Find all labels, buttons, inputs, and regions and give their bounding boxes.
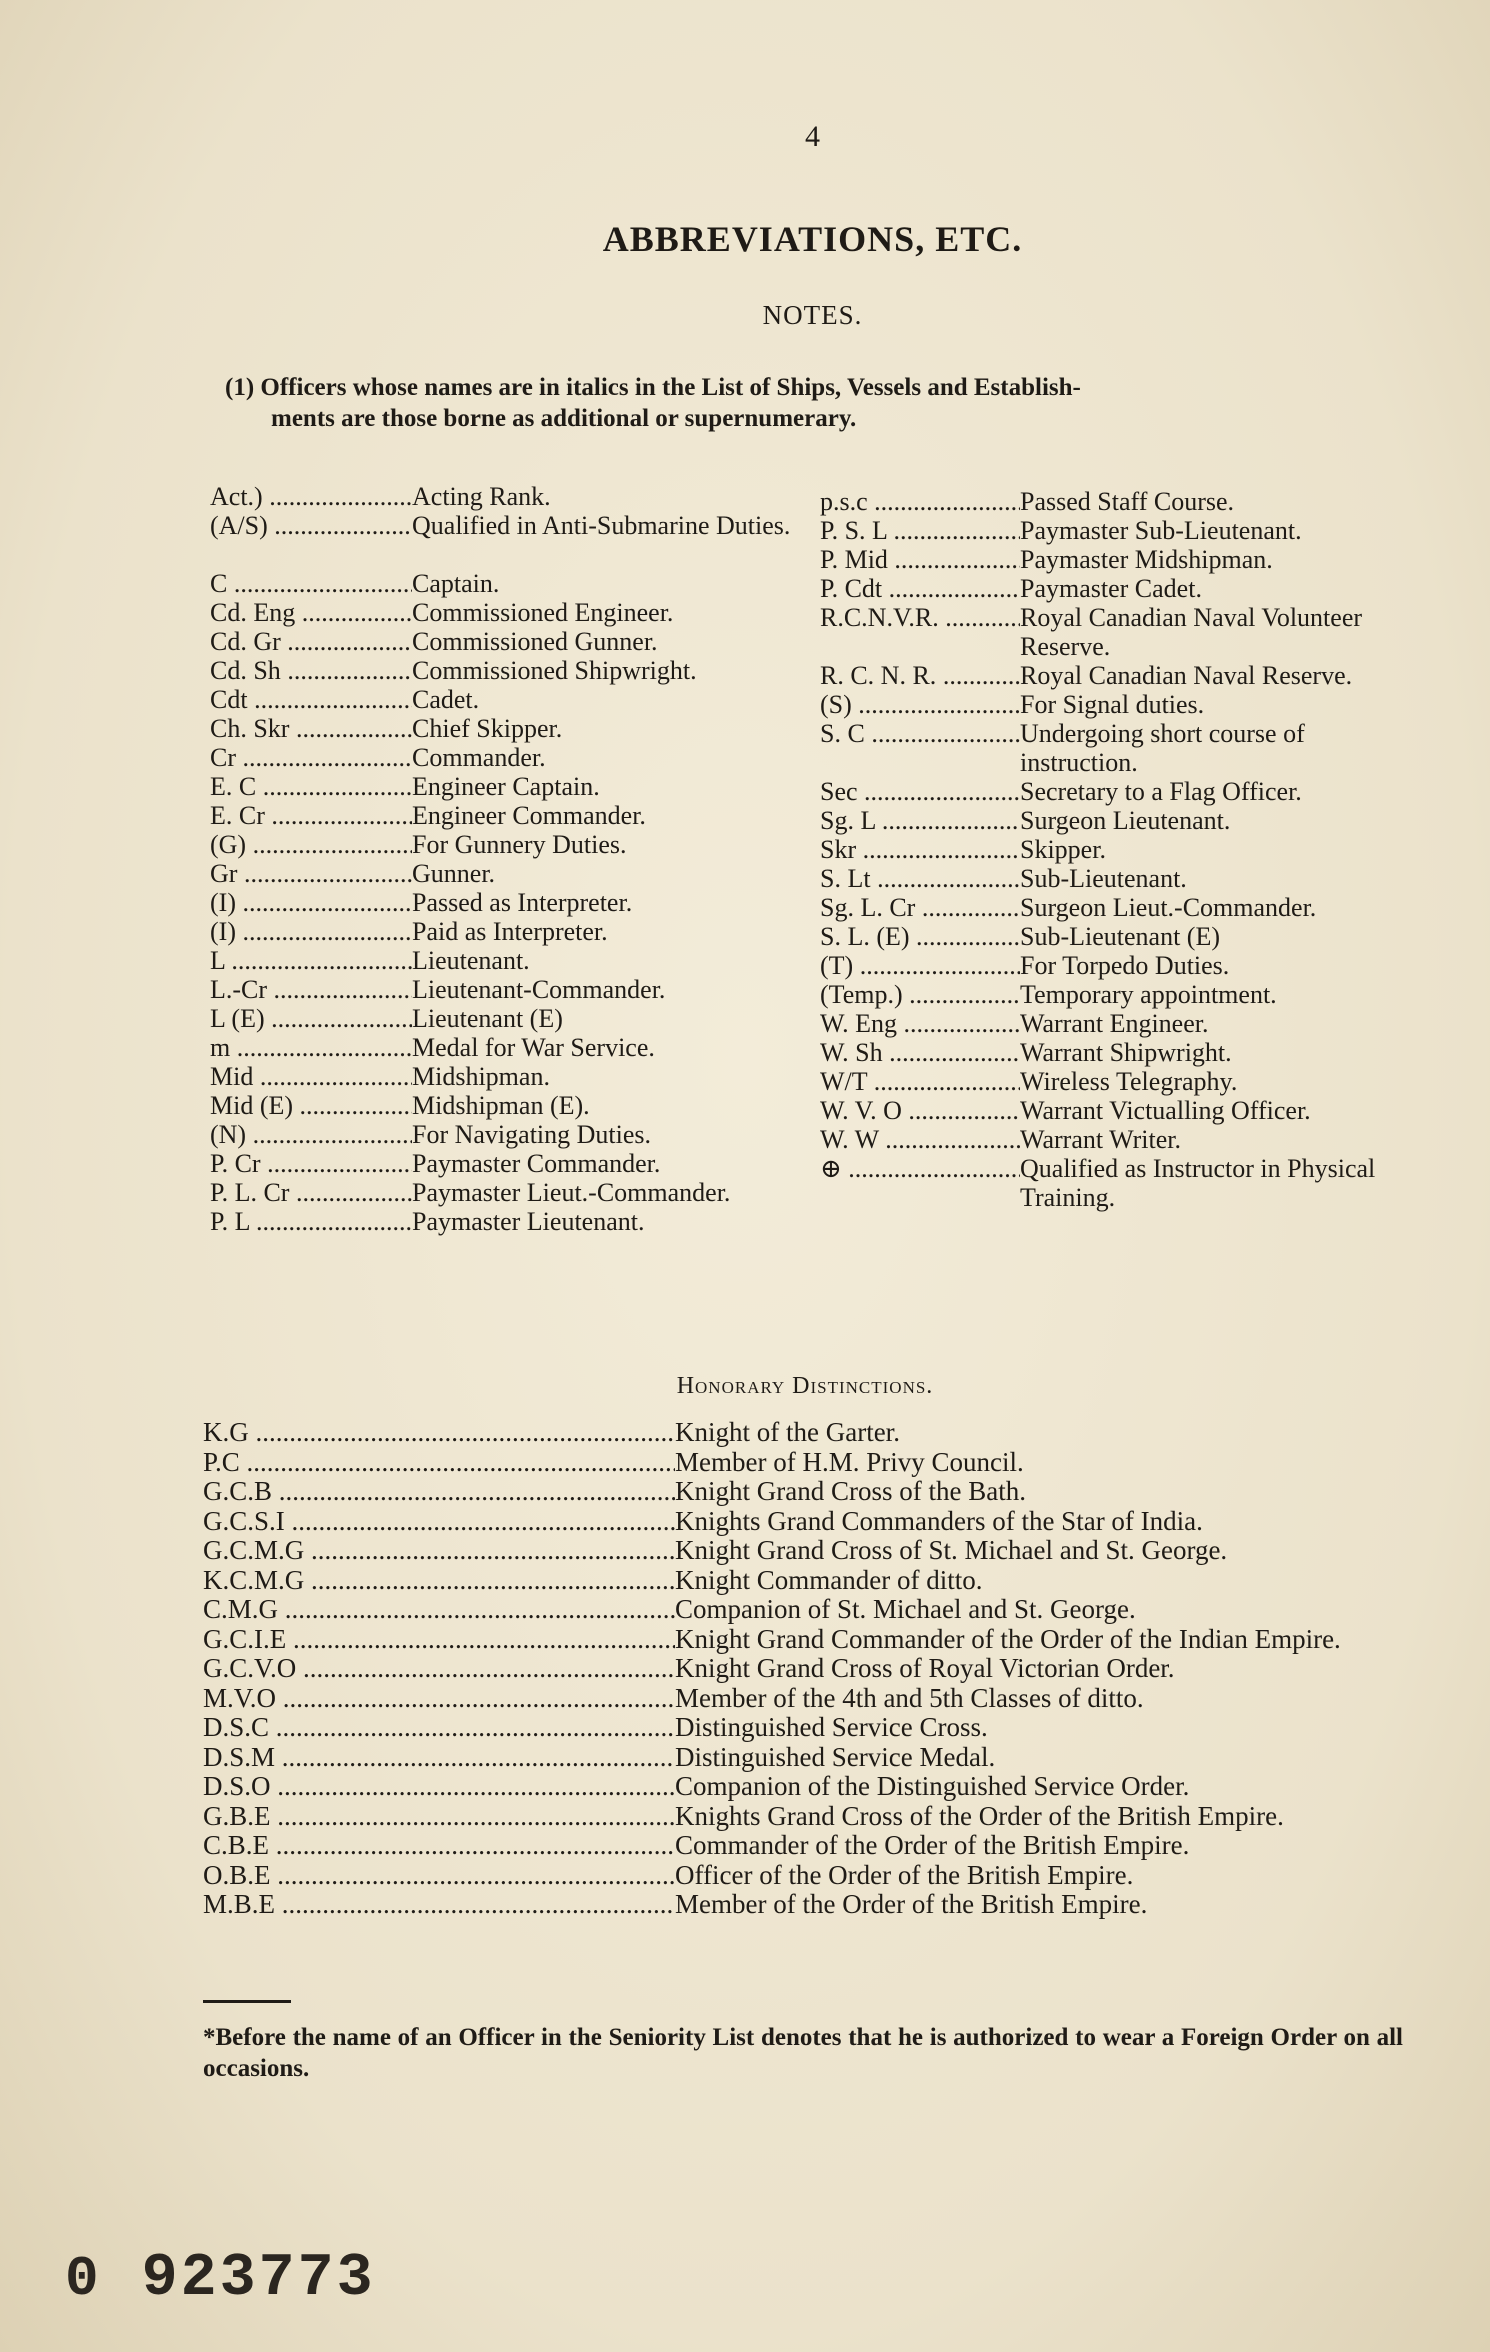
abbreviation-entry bbox=[210, 627, 830, 656]
abbreviation-entry bbox=[820, 777, 1410, 806]
abbreviation-entry bbox=[820, 603, 1410, 661]
abbreviation-term: Sec ..... bbox=[820, 777, 1020, 806]
abbreviation-meaning: Paid as Interpreter. bbox=[412, 917, 608, 946]
abbreviation-entry bbox=[203, 1418, 1413, 1448]
abbreviation-meaning: Midshipman. bbox=[412, 1062, 550, 1091]
note-1 bbox=[225, 372, 1405, 434]
abbreviation-meaning: Surgeon Lieut.-Commander. bbox=[1020, 893, 1317, 922]
note-1-line-2: ments are those borne as additional or supernumerary. bbox=[271, 405, 857, 432]
abbreviation-meaning: Knight Grand Commander of the Order of the Indian Empire. bbox=[675, 1623, 1341, 1654]
abbreviation-term: P.C ..... bbox=[203, 1448, 675, 1478]
abbreviation-entry bbox=[210, 1149, 830, 1178]
abbreviation-meaning: Companion of the Distinguished Service Order. bbox=[675, 1771, 1190, 1801]
abbreviation-entry bbox=[820, 864, 1410, 893]
page-title: ABBREVIATIONS, ETC. bbox=[602, 219, 1023, 259]
abbreviation-term: K.C.M.G ..... bbox=[203, 1566, 675, 1596]
abbreviation-entry bbox=[820, 806, 1410, 835]
abbreviation-term: (A/S) ..... bbox=[210, 511, 412, 540]
abbreviation-entry bbox=[820, 516, 1410, 545]
abbreviation-entry bbox=[820, 1038, 1410, 1067]
abbreviation-meaning: Knight Commander of ditto. bbox=[675, 1564, 983, 1595]
abbreviation-term: Cr ..... bbox=[210, 743, 412, 772]
abbreviation-term: ⊕ ..... bbox=[820, 1154, 1020, 1212]
abbreviation-entry bbox=[820, 922, 1410, 951]
abbreviation-term: Cd. Sh ..... bbox=[210, 656, 412, 685]
abbreviation-meaning: Paymaster Sub-Lieutenant. bbox=[1020, 516, 1302, 545]
abbreviation-meaning: Passed as Interpreter. bbox=[412, 888, 633, 917]
abbreviation-entry bbox=[210, 917, 830, 946]
abbreviation-term: (S) ..... bbox=[820, 690, 1020, 719]
abbreviation-meaning: Knight Grand Cross of Royal Victorian Order. bbox=[675, 1653, 1175, 1683]
abbreviation-term: Skr ..... bbox=[820, 835, 1020, 864]
abbreviation-entry bbox=[203, 1625, 1413, 1655]
abbreviation-meaning: Paymaster Lieut.-Commander. bbox=[412, 1178, 731, 1207]
abbreviation-term: W. Sh ..... bbox=[820, 1038, 1020, 1067]
abbreviation-term: E. Cr ..... bbox=[210, 801, 412, 830]
abbreviation-entry bbox=[210, 1120, 830, 1149]
abbreviation-meaning: Royal Canadian Naval Volunteer Reserve. bbox=[1020, 603, 1363, 661]
abbreviation-term: L.-Cr ..... bbox=[210, 975, 412, 1004]
abbreviation-entry bbox=[820, 1067, 1410, 1096]
abbreviation-term: W. W ..... bbox=[820, 1125, 1020, 1154]
abbreviation-meaning: For Signal duties. bbox=[1020, 690, 1205, 719]
abbreviation-meaning: Acting Rank. bbox=[412, 482, 551, 511]
abbreviation-entry bbox=[210, 598, 830, 627]
abbreviation-entry bbox=[820, 719, 1410, 777]
abbreviation-term: L (E) ..... bbox=[210, 1004, 412, 1033]
abbreviation-meaning: For Navigating Duties. bbox=[412, 1120, 652, 1149]
abbreviation-entry bbox=[210, 656, 830, 685]
abbreviation-meaning: Commissioned Shipwright. bbox=[412, 656, 697, 685]
abbreviation-term: (N) ..... bbox=[210, 1120, 412, 1149]
abbreviation-term: M.B.E ..... bbox=[203, 1890, 675, 1920]
abbreviation-meaning: Chief Skipper. bbox=[412, 714, 563, 743]
abbreviation-meaning: For Torpedo Duties. bbox=[1020, 951, 1230, 980]
abbreviation-entry bbox=[820, 574, 1410, 603]
abbreviation-entry bbox=[210, 1178, 830, 1207]
abbreviation-entry bbox=[210, 1033, 830, 1062]
serial-number: 923773 bbox=[141, 2245, 376, 2313]
note-1-line-1: (1) Officers whose names are in italics in the List of Ships, Vessels and Establish- bbox=[225, 374, 1081, 401]
abbreviation-term: Sg. L. Cr ..... bbox=[820, 893, 1020, 922]
abbreviation-term: (I) ..... bbox=[210, 888, 412, 917]
abbreviation-term: O.B.E ..... bbox=[203, 1861, 675, 1891]
abbreviation-meaning: Lieutenant. bbox=[412, 946, 530, 975]
abbreviation-term: W. Eng ..... bbox=[820, 1009, 1020, 1038]
abbreviations-left-column bbox=[210, 482, 830, 1236]
abbreviation-meaning: Member of the Order of the British Empire. bbox=[675, 1889, 1148, 1919]
honorary-distinctions-heading: Honorary Distinctions. bbox=[676, 1373, 934, 1399]
abbreviation-entry bbox=[820, 980, 1410, 1009]
abbreviation-entry bbox=[203, 1772, 1413, 1802]
abbreviation-term: P. Cr ..... bbox=[210, 1149, 412, 1178]
abbreviation-term: Cdt ..... bbox=[210, 685, 412, 714]
abbreviation-entry bbox=[210, 859, 830, 888]
footnote: *Before the name of an Officer in the Seniority List denotes that he is authorized to wear a Foreign Order on all occasions. bbox=[203, 2024, 1403, 2082]
abbreviations-right-column bbox=[820, 487, 1410, 1212]
abbreviation-term: (Temp.) ..... bbox=[820, 980, 1020, 1009]
abbreviation-term: G.C.I.E ..... bbox=[203, 1625, 675, 1655]
abbreviation-term: m ..... bbox=[210, 1033, 412, 1062]
abbreviation-term: Mid (E) ..... bbox=[210, 1091, 412, 1120]
abbreviation-entry bbox=[203, 1595, 1413, 1625]
abbreviation-entry bbox=[203, 1743, 1413, 1773]
abbreviation-entry bbox=[820, 1154, 1410, 1212]
abbreviation-entry bbox=[203, 1713, 1413, 1743]
abbreviation-meaning: Qualified in Anti-Submarine Duties. bbox=[412, 511, 791, 540]
abbreviation-entry bbox=[203, 1566, 1413, 1596]
abbreviation-meaning: For Gunnery Duties. bbox=[412, 830, 627, 859]
abbreviation-term: Mid ..... bbox=[210, 1062, 412, 1091]
abbreviation-entry bbox=[203, 1536, 1413, 1566]
abbreviation-meaning: Sub-Lieutenant (E) bbox=[1020, 922, 1220, 951]
abbreviation-term: G.C.M.G ..... bbox=[203, 1536, 675, 1566]
abbreviation-term: Ch. Skr ..... bbox=[210, 714, 412, 743]
abbreviation-entry bbox=[210, 511, 830, 540]
abbreviation-entry bbox=[203, 1831, 1413, 1861]
abbreviation-meaning: Wireless Telegraphy. bbox=[1020, 1067, 1238, 1096]
abbreviation-meaning: Skipper. bbox=[1020, 835, 1106, 864]
abbreviation-meaning: Knights Grand Cross of the Order of the British Empire. bbox=[675, 1800, 1284, 1831]
abbreviation-term: W/T ..... bbox=[820, 1067, 1020, 1096]
abbreviation-meaning: Commander. bbox=[412, 743, 546, 772]
abbreviation-meaning: Engineer Captain. bbox=[412, 772, 600, 801]
abbreviation-meaning: Warrant Victualling Officer. bbox=[1020, 1096, 1311, 1125]
footnote-rule bbox=[203, 2000, 291, 2003]
abbreviation-term: p.s.c ..... bbox=[820, 487, 1020, 516]
abbreviation-meaning: Paymaster Lieutenant. bbox=[412, 1207, 645, 1236]
abbreviation-entry bbox=[210, 1062, 830, 1091]
abbreviation-entry bbox=[820, 690, 1410, 719]
abbreviation-meaning: Secretary to a Flag Officer. bbox=[1020, 777, 1302, 806]
abbreviation-meaning: Officer of the Order of the British Empire. bbox=[675, 1859, 1134, 1890]
abbreviation-meaning: Companion of St. Michael and St. George. bbox=[675, 1594, 1136, 1624]
abbreviation-term: S. L. (E) ..... bbox=[820, 922, 1020, 951]
abbreviation-term: Act.) ..... bbox=[210, 482, 412, 511]
abbreviation-entry bbox=[210, 975, 830, 1004]
abbreviation-meaning: Sub-Lieutenant. bbox=[1020, 864, 1187, 893]
abbreviation-entry bbox=[210, 714, 830, 743]
abbreviation-meaning: Lieutenant-Commander. bbox=[412, 975, 666, 1004]
serial-stamp bbox=[65, 2245, 376, 2313]
serial-prefix: 0 bbox=[65, 2247, 102, 2311]
abbreviation-term: K.G ..... bbox=[203, 1418, 675, 1448]
notes-heading: NOTES. bbox=[762, 300, 863, 330]
abbreviation-entry bbox=[203, 1861, 1413, 1891]
abbreviation-meaning: Midshipman (E). bbox=[412, 1091, 590, 1120]
abbreviation-meaning: Engineer Commander. bbox=[412, 801, 646, 830]
abbreviation-meaning: Knight Grand Cross of St. Michael and St. George. bbox=[675, 1535, 1228, 1565]
abbreviation-entry bbox=[820, 661, 1410, 690]
abbreviation-meaning: Qualified as Instructor in Physical Training. bbox=[1020, 1154, 1376, 1212]
abbreviation-entry bbox=[210, 569, 830, 598]
abbreviation-entry bbox=[203, 1684, 1413, 1714]
abbreviation-meaning: Cadet. bbox=[412, 685, 480, 714]
abbreviation-entry bbox=[210, 946, 830, 975]
abbreviation-meaning: Commander of the Order of the British Empire. bbox=[675, 1830, 1190, 1860]
spacer bbox=[210, 540, 830, 569]
abbreviation-entry bbox=[210, 801, 830, 830]
abbreviation-term: (I) ..... bbox=[210, 917, 412, 946]
abbreviation-term: Cd. Eng ..... bbox=[210, 598, 412, 627]
abbreviation-entry bbox=[820, 487, 1410, 516]
abbreviation-entry bbox=[820, 545, 1410, 574]
abbreviation-meaning: Knight Grand Cross of the Bath. bbox=[675, 1476, 1026, 1506]
abbreviation-meaning: Commissioned Engineer. bbox=[412, 598, 674, 627]
abbreviation-meaning: Member of H.M. Privy Council. bbox=[675, 1446, 1024, 1477]
abbreviation-term: L ..... bbox=[210, 946, 412, 975]
abbreviation-meaning: Warrant Shipwright. bbox=[1020, 1038, 1232, 1067]
abbreviation-term: P. L. Cr ..... bbox=[210, 1178, 412, 1207]
abbreviation-meaning: Temporary appointment. bbox=[1020, 980, 1277, 1009]
abbreviation-term: Cd. Gr ..... bbox=[210, 627, 412, 656]
abbreviation-term: D.S.O ..... bbox=[203, 1772, 675, 1802]
abbreviation-meaning: Paymaster Commander. bbox=[412, 1149, 661, 1178]
abbreviation-meaning: Knight of the Garter. bbox=[675, 1417, 900, 1447]
abbreviation-entry bbox=[210, 888, 830, 917]
page-number: 4 bbox=[805, 120, 820, 153]
abbreviation-term: S. Lt ..... bbox=[820, 864, 1020, 893]
abbreviation-term: (T) ..... bbox=[820, 951, 1020, 980]
abbreviation-term: S. C ..... bbox=[820, 719, 1020, 777]
abbreviation-meaning: Gunner. bbox=[412, 859, 496, 888]
abbreviation-entry bbox=[210, 1091, 830, 1120]
abbreviation-term: G.B.E ..... bbox=[203, 1802, 675, 1832]
honorary-distinctions-list bbox=[203, 1418, 1413, 1920]
abbreviation-term: R.C.N.V.R. ..... bbox=[820, 603, 1020, 661]
abbreviation-meaning: Royal Canadian Naval Reserve. bbox=[1020, 661, 1353, 690]
abbreviation-meaning: Captain. bbox=[412, 569, 500, 598]
abbreviation-meaning: Knights Grand Commanders of the Star of India. bbox=[675, 1505, 1203, 1536]
abbreviation-entry bbox=[820, 1009, 1410, 1038]
abbreviation-term: D.S.C ..... bbox=[203, 1713, 675, 1743]
abbreviation-meaning: Undergoing short course of instruction. bbox=[1020, 719, 1305, 777]
abbreviation-entry bbox=[820, 1125, 1410, 1154]
abbreviation-meaning: Distinguished Service Medal. bbox=[675, 1741, 996, 1772]
abbreviation-term: P. Cdt ..... bbox=[820, 574, 1020, 603]
abbreviation-term: G.C.S.I ..... bbox=[203, 1507, 675, 1537]
abbreviation-entry bbox=[210, 772, 830, 801]
abbreviation-term: W. V. O ..... bbox=[820, 1096, 1020, 1125]
abbreviation-entry bbox=[820, 893, 1410, 922]
abbreviation-meaning: Paymaster Cadet. bbox=[1020, 574, 1202, 603]
abbreviation-term: C.B.E ..... bbox=[203, 1831, 675, 1861]
abbreviation-meaning: Medal for War Service. bbox=[412, 1033, 655, 1062]
abbreviation-term: (G) ..... bbox=[210, 830, 412, 859]
abbreviation-entry bbox=[820, 1096, 1410, 1125]
abbreviation-entry bbox=[210, 1207, 830, 1236]
abbreviation-term: G.C.V.O ..... bbox=[203, 1654, 675, 1684]
abbreviation-entry bbox=[820, 835, 1410, 864]
abbreviation-term: M.V.O ..... bbox=[203, 1684, 675, 1714]
abbreviation-term: Gr ..... bbox=[210, 859, 412, 888]
abbreviation-term: D.S.M ..... bbox=[203, 1743, 675, 1773]
abbreviation-entry bbox=[203, 1477, 1413, 1507]
abbreviation-entry bbox=[203, 1890, 1413, 1920]
abbreviation-meaning: Warrant Engineer. bbox=[1020, 1009, 1209, 1038]
abbreviation-entry bbox=[210, 482, 830, 511]
abbreviation-term: Sg. L ..... bbox=[820, 806, 1020, 835]
abbreviation-meaning: Paymaster Midshipman. bbox=[1020, 545, 1273, 574]
abbreviation-meaning: Surgeon Lieutenant. bbox=[1020, 806, 1231, 835]
abbreviation-meaning: Warrant Writer. bbox=[1020, 1125, 1181, 1154]
abbreviation-entry bbox=[210, 830, 830, 859]
abbreviation-term: P. S. L ..... bbox=[820, 516, 1020, 545]
abbreviation-entry bbox=[203, 1448, 1413, 1478]
abbreviation-term: C ..... bbox=[210, 569, 412, 598]
abbreviation-meaning: Lieutenant (E) bbox=[412, 1004, 563, 1033]
abbreviation-term: P. Mid ..... bbox=[820, 545, 1020, 574]
abbreviation-entry bbox=[203, 1507, 1413, 1537]
abbreviation-term: E. C ..... bbox=[210, 772, 412, 801]
abbreviation-term: G.C.B ..... bbox=[203, 1477, 675, 1507]
abbreviation-term: P. L ..... bbox=[210, 1207, 412, 1236]
abbreviation-term: R. C. N. R. ..... bbox=[820, 661, 1020, 690]
abbreviation-meaning: Distinguished Service Cross. bbox=[675, 1712, 988, 1742]
abbreviation-entry bbox=[203, 1654, 1413, 1684]
abbreviation-term: C.M.G ..... bbox=[203, 1595, 675, 1625]
abbreviation-meaning: Passed Staff Course. bbox=[1020, 487, 1235, 516]
abbreviation-entry bbox=[210, 685, 830, 714]
abbreviation-entry bbox=[210, 1004, 830, 1033]
abbreviation-meaning: Commissioned Gunner. bbox=[412, 627, 658, 656]
abbreviation-entry bbox=[203, 1802, 1413, 1832]
abbreviation-meaning: Member of the 4th and 5th Classes of ditto. bbox=[675, 1682, 1144, 1713]
abbreviation-entry bbox=[210, 743, 830, 772]
abbreviation-entry bbox=[820, 951, 1410, 980]
